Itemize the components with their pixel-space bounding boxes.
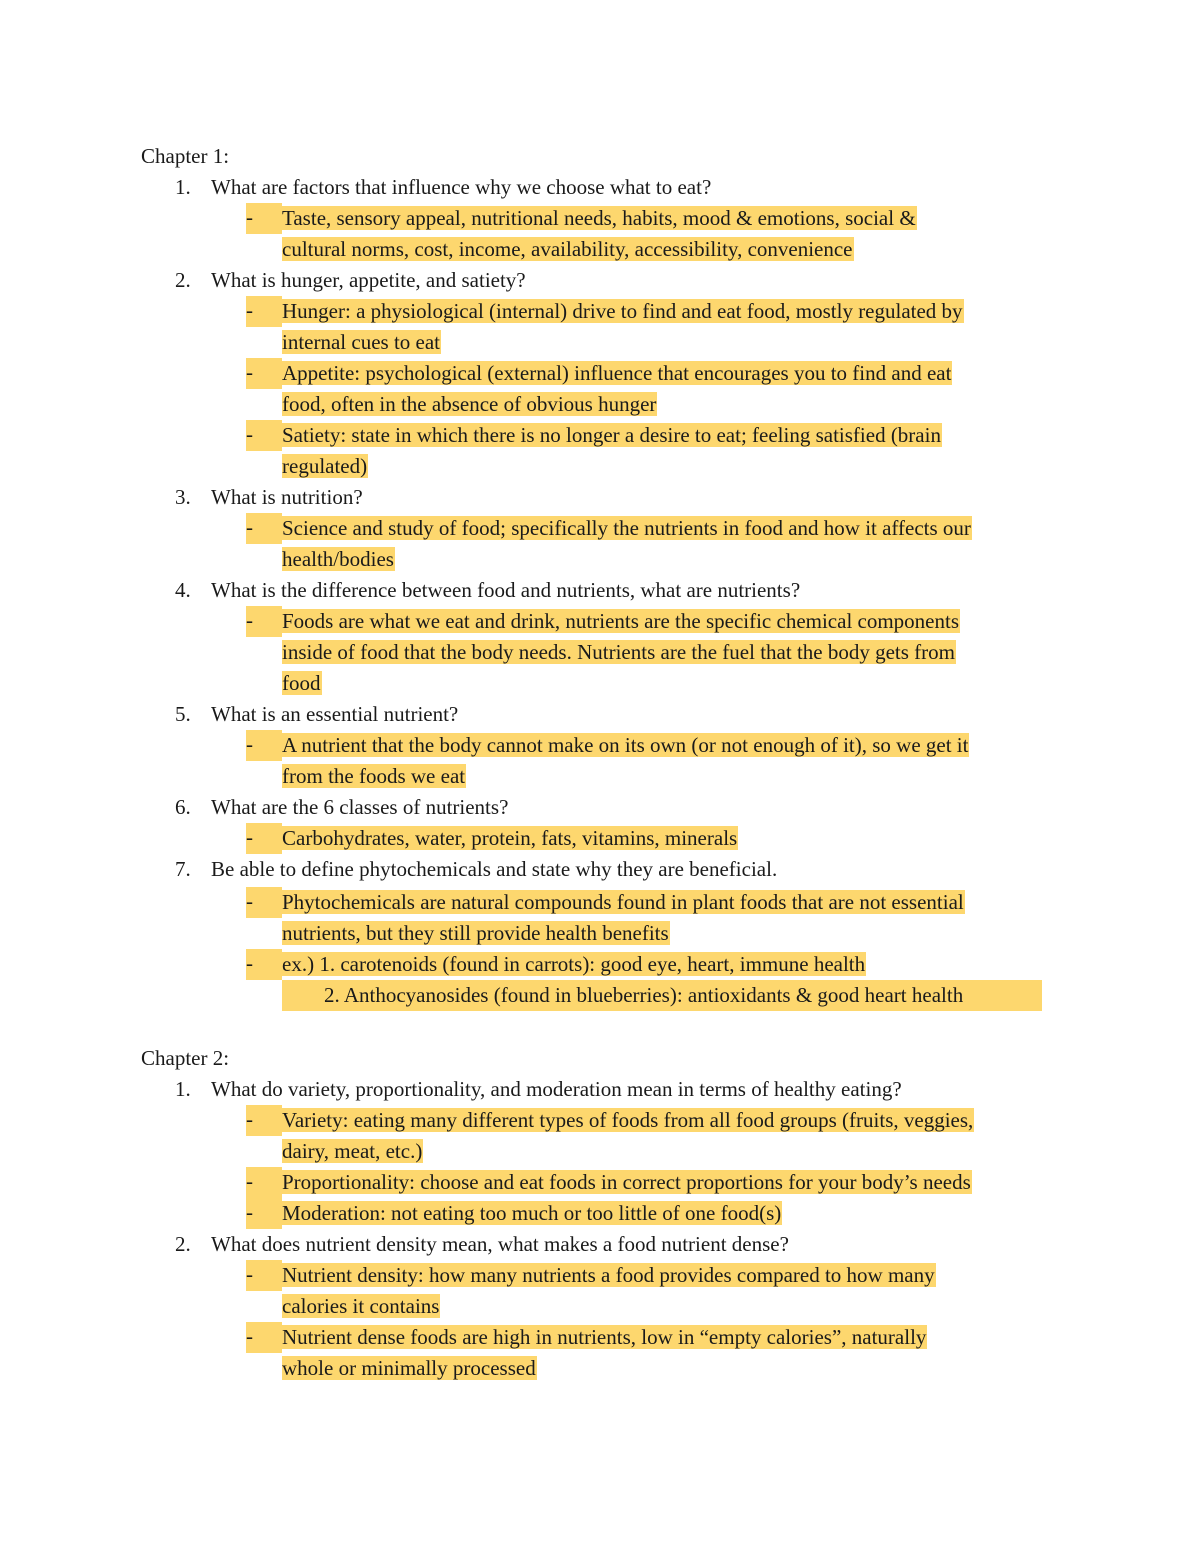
bullet-dash: - [246,730,282,761]
answer-line: A nutrient that the body cannot make on its own (or not enough of it), so we get it [282,733,969,757]
bullet-dash: - [246,513,282,544]
bullet-dash: - [246,420,282,451]
answer-line: health/bodies [282,547,394,571]
answer-line: Carbohydrates, water, protein, fats, vitamins, minerals [282,826,738,850]
question-text: What is the difference between food and nutrients, what are nutrients? [211,578,801,602]
question-text: What are factors that influence why we choose what to eat? [211,175,712,199]
answer-line: Taste, sensory appeal, nutritional needs, habits, mood & emotions, social & [282,206,916,230]
question-text: What are the 6 classes of nutrients? [211,795,509,819]
answer-line: Hunger: a physiological (internal) drive to find and eat food, mostly regulated by [282,299,963,323]
question-text: Be able to define phytochemicals and state why they are beneficial. [211,857,778,881]
answer-line: food, often in the absence of obvious hunger [282,392,657,416]
question-number: 7. [175,857,191,881]
answer-line: calories it contains [282,1294,440,1318]
question-number: 4. [175,578,191,602]
question-text: What is hunger, appetite, and satiety? [211,268,526,292]
answer-line: inside of food that the body needs. Nutrients are the fuel that the body gets from [282,640,955,664]
answer-line: Nutrient dense foods are high in nutrients, low in “empty calories”, naturally [282,1325,927,1349]
answer-line: Proportionality: choose and eat foods in correct proportions for your body’s needs [282,1170,971,1194]
answer-line: Foods are what we eat and drink, nutrients are the specific chemical components [282,609,960,633]
answer-line: from the foods we eat [282,764,466,788]
bullet-dash: - [246,1105,282,1136]
answer-line: whole or minimally processed [282,1356,536,1380]
answer-line: internal cues to eat [282,330,441,354]
answer-line-indented: 2. Anthocyanosides (found in blueberries): antioxidants & good heart health [282,980,1042,1011]
answer-line: Variety: eating many different types of foods from all food groups (fruits, veggies, [282,1108,974,1132]
bullet-dash: - [246,1322,282,1353]
question-text: What is nutrition? [211,485,363,509]
chapter-2-title: Chapter 2: [141,1046,230,1070]
answer-line: food [282,671,321,695]
question-text: What does nutrient density mean, what makes a food nutrient dense? [211,1232,789,1256]
question-text: What is an essential nutrient? [211,702,459,726]
question-number: 1. [175,1077,191,1101]
answer-line: cultural norms, cost, income, availability, accessibility, convenience [282,237,853,261]
bullet-dash: - [246,1167,282,1198]
bullet-dash: - [246,203,282,234]
answer-line: Nutrient density: how many nutrients a food provides compared to how many [282,1263,935,1287]
answer-line: dairy, meat, etc.) [282,1139,423,1163]
question-number: 2. [175,1232,191,1256]
answer-line: Phytochemicals are natural compounds found in plant foods that are not essential [282,890,964,914]
question-number: 5. [175,702,191,726]
question-number: 3. [175,485,191,509]
answer-line: regulated) [282,454,368,478]
question-number: 1. [175,175,191,199]
answer-line: nutrients, but they still provide health benefits [282,921,669,945]
bullet-dash: - [246,949,282,980]
answer-line: Science and study of food; specifically the nutrients in food and how it affects our [282,516,971,540]
question-text: What do variety, proportionality, and moderation mean in terms of healthy eating? [211,1077,902,1101]
question-number: 6. [175,795,191,819]
answer-line: ex.) 1. carotenoids (found in carrots): good eye, heart, immune health [282,952,866,976]
bullet-dash: - [246,358,282,389]
bullet-dash: - [246,1260,282,1291]
answer-line: Satiety: state in which there is no longer a desire to eat; feeling satisfied (brain [282,423,941,447]
chapter-1-title: Chapter 1: [141,144,230,168]
question-number: 2. [175,268,191,292]
bullet-dash: - [246,887,282,918]
bullet-dash: - [246,1198,282,1229]
bullet-dash: - [246,296,282,327]
answer-line: Moderation: not eating too much or too little of one food(s) [282,1201,782,1225]
bullet-dash: - [246,823,282,854]
bullet-dash: - [246,606,282,637]
answer-line: Appetite: psychological (external) influence that encourages you to find and eat [282,361,952,385]
